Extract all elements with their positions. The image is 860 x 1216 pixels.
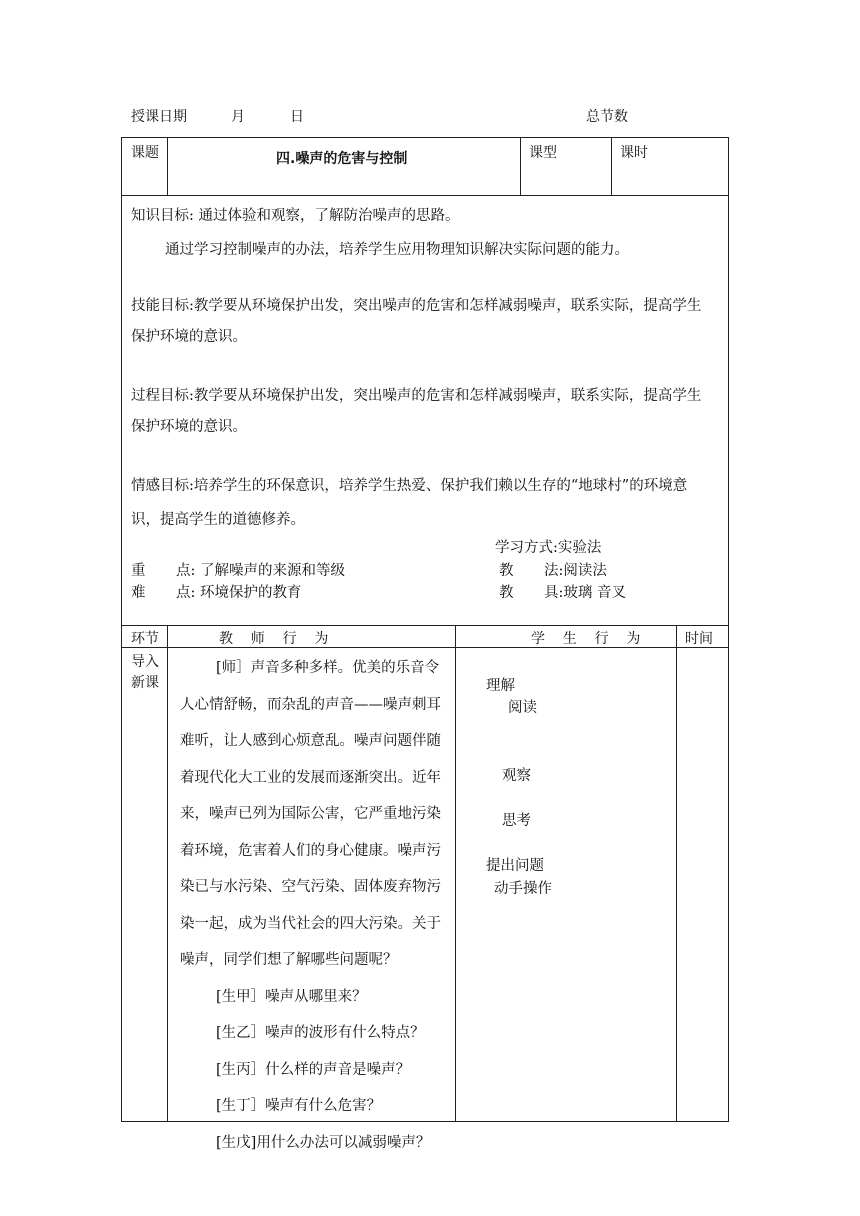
- row-divider: [121, 195, 729, 196]
- stage-label-line2: 新课: [131, 675, 159, 691]
- stage-label-line1: 导入: [131, 654, 159, 670]
- student-action-read: 阅读: [508, 700, 537, 716]
- key-point-label: 重: [131, 563, 146, 579]
- learning-method: 学习方式:实验法: [495, 540, 602, 556]
- column-divider: [676, 625, 677, 1122]
- column-divider: [611, 137, 612, 195]
- column-divider: [167, 625, 168, 1122]
- teacher-behavior: [180, 650, 448, 1161]
- teaching-method: 法:阅读法: [544, 563, 607, 579]
- stage-column-header: 环节: [131, 631, 159, 647]
- topic-title: 四.噪声的危害与控制: [276, 151, 408, 167]
- column-divider: [520, 137, 521, 195]
- teaching-method-label: 教: [499, 563, 514, 579]
- column-divider: [167, 137, 168, 195]
- type-label: 课型: [529, 145, 557, 161]
- student-action-observe: 观察: [502, 768, 531, 784]
- student-action-ask: 提出问题: [486, 858, 544, 874]
- student-action-think: 思考: [502, 813, 531, 829]
- day-label: 日: [290, 109, 304, 125]
- process-objective-line1: 过程目标:教学要从环境保护出发，突出噪声的危害和怎样减弱噪声，联系实际，提高学生: [131, 388, 702, 404]
- date-label: 授课日期: [131, 109, 187, 125]
- difficulty-point: 点: 环境保护的教育: [176, 585, 302, 601]
- difficulty-label: 难: [131, 585, 146, 601]
- teacher-narrative: [师］声音多种多样。优美的乐音令人心情舒畅，而杂乱的声音——噪声刺耳难听，让人感到心烦意乱。噪声问题伴随着现代化大工业的发展而逐渐突出。近年来，噪声已列为国际公害，它严重地污染着环境，危害着人们的身心健康。噪声污染已与水污染、空气污染、固体废弃物污染一起，成为当代社会的四大污染。关于噪声，同学们想了解哪些问题呢？: [180, 660, 441, 968]
- skill-objective-line2: 保护环境的意识。: [131, 329, 247, 345]
- teaching-tools: 具:玻璃 音叉: [544, 585, 626, 601]
- student-question-4: [生丁］噪声有什么危害？: [216, 1098, 382, 1114]
- teaching-tools-label: 教: [499, 585, 514, 601]
- total-lessons-label: 总节数: [586, 109, 628, 125]
- time-column-header: 时间: [685, 631, 713, 647]
- knowledge-objective: 知识目标: 通过体验和观察，了解防治噪声的思路。: [131, 208, 460, 224]
- emotion-objective-line2: 识，提高学生的道德修养。: [131, 512, 305, 528]
- student-column-header: 学 生 行 为: [531, 631, 641, 647]
- knowledge-objective-cont: 通过学习控制噪声的办法，培养学生应用物理知识解决实际问题的能力。: [165, 242, 629, 258]
- teacher-column-header: 教 师 行 为: [219, 631, 329, 647]
- skill-objective-line1: 技能目标:教学要从环境保护出发，突出噪声的危害和怎样减弱噪声，联系实际，提高学生: [131, 298, 702, 314]
- student-question-2: [生乙］噪声的波形有什么特点？: [216, 1025, 425, 1041]
- student-question-5: [生戊]用什么办法可以减弱噪声？: [216, 1134, 431, 1151]
- topic-label: 课题: [131, 145, 159, 161]
- column-divider: [455, 625, 456, 1122]
- student-action-hands-on: 动手操作: [494, 881, 552, 897]
- student-action-understand: 理解: [486, 678, 515, 694]
- month-label: 月: [231, 109, 245, 125]
- process-objective-line2: 保护环境的意识。: [131, 419, 247, 435]
- student-question-1: [生甲］噪声从哪里来？: [216, 988, 367, 1005]
- student-question-3: [生丙］什么样的声音是噪声？: [216, 1061, 411, 1078]
- key-point: 点: 了解噪声的来源和等级: [176, 563, 345, 579]
- hours-label: 课时: [620, 145, 648, 161]
- row-divider: [121, 625, 729, 626]
- emotion-objective-line1: 情感目标:培养学生的环保意识，培养学生热爱、保护我们赖以生存的“地球村”的环境意: [131, 478, 688, 494]
